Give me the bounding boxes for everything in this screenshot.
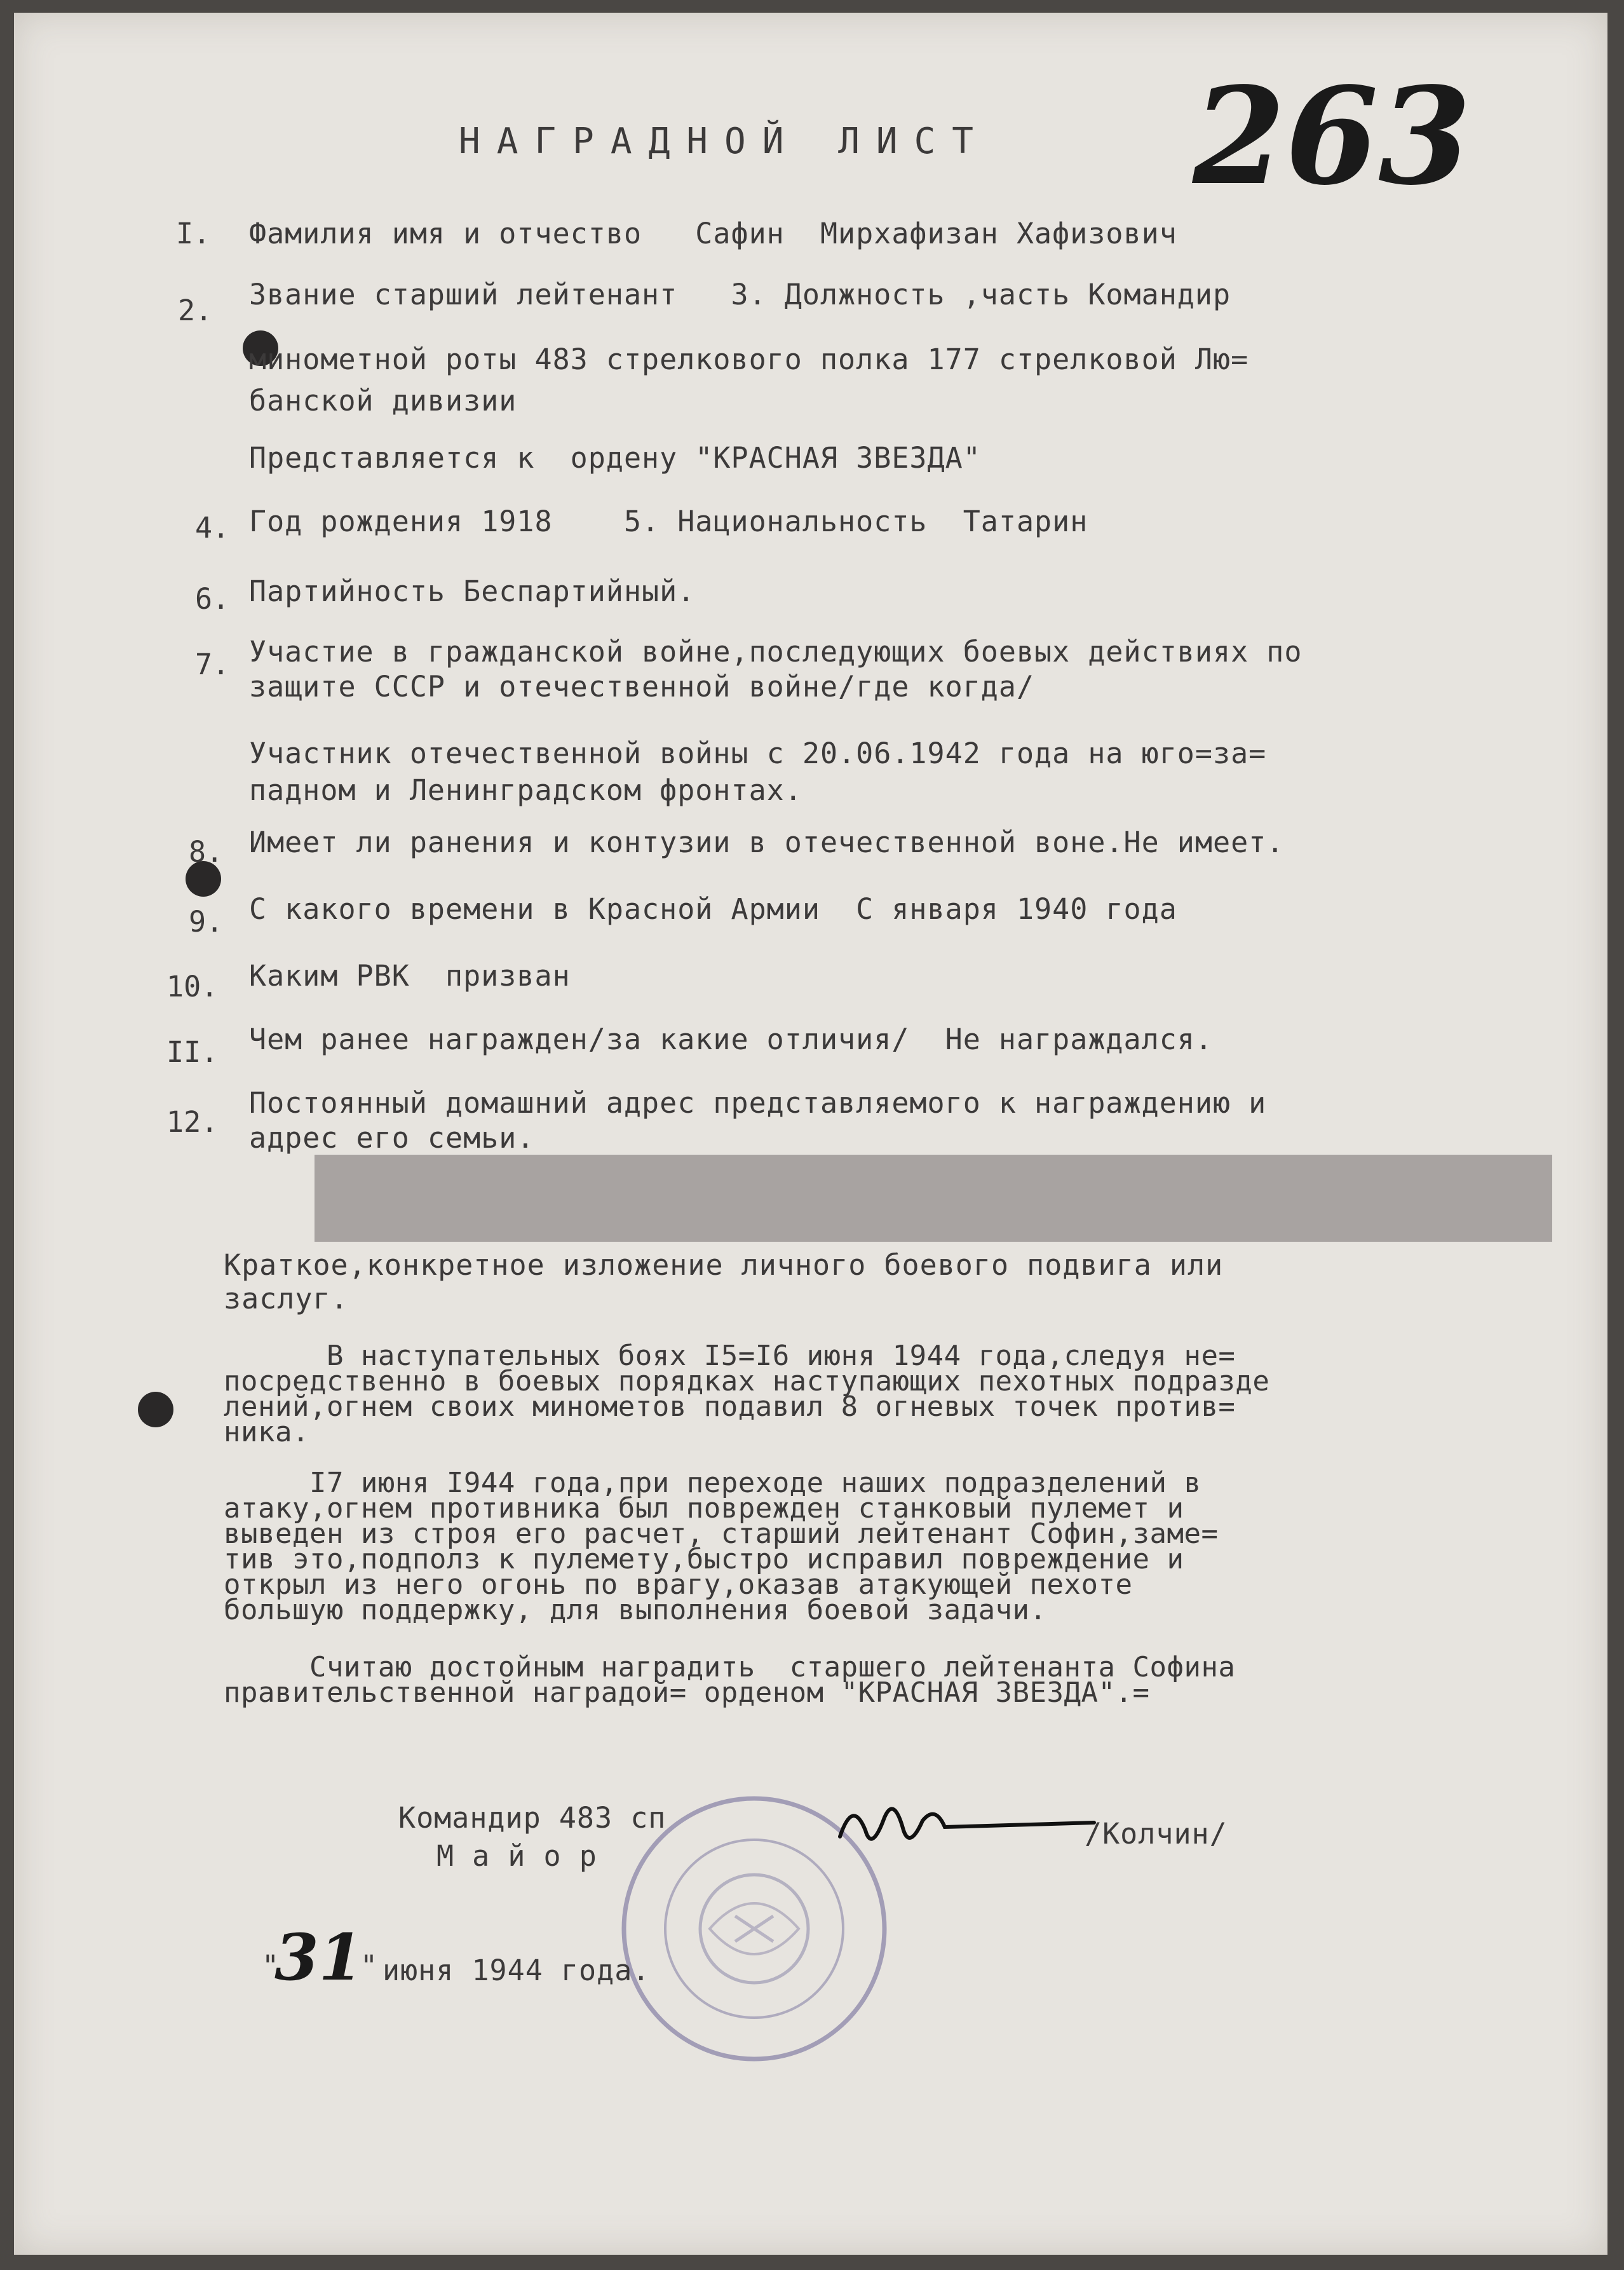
item-text: Представляется к ордену "КРАСНАЯ ЗВЕЗДА" — [249, 441, 981, 475]
item-text: адрес его семьи. — [249, 1121, 535, 1155]
item-text: Звание старший лейтенант 3. Должность ,часть Командир — [249, 278, 1231, 311]
item-number: 8. — [189, 835, 224, 869]
date-day: 31 — [274, 1920, 363, 1995]
body-line: ника. — [224, 1416, 309, 1448]
body-line: Считаю достойным наградить старшего лейтенанта Софина — [224, 1651, 1236, 1683]
item-text: С какого времени в Красной Армии С января 1940 года — [249, 892, 1177, 926]
body-line: В наступательных боях I5=I6 июня 1944 года,следуя не= — [224, 1340, 1236, 1372]
body-line: атаку,огнем противника был поврежден станковый пулемет и — [224, 1492, 1184, 1525]
item-text: Участие в гражданской войне,последующих боевых действиях по — [249, 635, 1303, 669]
summary-heading: Краткое,конкретное изложение личного боевого подвига или — [224, 1248, 1224, 1282]
item-text: Фамилия имя и отчество Сафин Мирхафизан Хафизович — [249, 217, 1177, 250]
item-number: 7. — [195, 648, 230, 681]
item-text: Каким РВК призван — [249, 959, 571, 993]
signature-name: /Колчин/ — [1085, 1817, 1228, 1851]
item-number: II. — [166, 1035, 219, 1069]
body-line: I7 июня I944 года,при переходе наших подразделений в — [224, 1467, 1201, 1499]
body-line: большую поддержку, для выполнения боевой задачи. — [224, 1594, 1047, 1626]
date-quote-close: " — [360, 1949, 379, 1983]
item-text: Чем ранее награжден/за какие отличия/ Не награждался. — [249, 1023, 1213, 1056]
date-text: июня 1944 года. — [382, 1954, 651, 1987]
item-text: Имеет ли ранения и контузии в отечественной воне.Не имеет. — [249, 826, 1285, 859]
summary-heading: заслуг. — [224, 1282, 349, 1315]
body-line: лений,огнем своих минометов подавил 8 огневых точек против= — [224, 1390, 1236, 1423]
item-text: Участник отечественной войны с 20.06.1942 года на юго=за= — [249, 737, 1267, 770]
signature-scribble — [834, 1792, 1100, 1868]
item-text: банской дивизии — [249, 384, 517, 418]
item-text: защите СССР и отечественной войне/где когда/ — [249, 670, 1035, 703]
signature-position: Командир 483 сп — [398, 1801, 667, 1835]
handwritten-number: 263 — [1193, 58, 1472, 215]
award-sheet — [14, 13, 1607, 2255]
item-number: 2. — [178, 294, 213, 327]
item-number: 12. — [166, 1105, 219, 1139]
body-line: тив это,подполз к пулемету,быстро исправил повреждение и — [224, 1543, 1184, 1575]
body-line: открыл из него огонь по врагу,оказав атакующей пехоте — [224, 1568, 1133, 1601]
item-number: I. — [176, 217, 211, 250]
body-line: выведен из строя его расчет, старший лейтенант Софин,заме= — [224, 1518, 1219, 1550]
redacted-address — [315, 1155, 1552, 1242]
signature-rank: М а й о р — [436, 1839, 597, 1873]
date-quote-open: " — [262, 1949, 280, 1983]
item-text: падном и Ленинградском фронтах. — [249, 773, 802, 807]
body-line: правительственной наградой= орденом "КРАСНАЯ ЗВЕЗДА".= — [224, 1676, 1150, 1709]
item-number: 10. — [166, 970, 219, 1003]
item-text: Год рождения 1918 5. Национальность Татарин — [249, 505, 1088, 538]
item-number: 4. — [195, 511, 230, 545]
item-number: 9. — [189, 905, 224, 939]
item-text: минометной роты 483 стрелкового полка 177 стрелковой Лю= — [249, 343, 1249, 376]
item-text: Партийность Беспартийный. — [249, 574, 696, 608]
body-line: посредственно в боевых порядках наступающих пехотных подразде — [224, 1365, 1270, 1397]
item-text: Постоянный домашний адрес представляемого к награждению и — [249, 1086, 1267, 1120]
document-title: НАГРАДНОЙ ЛИСТ — [459, 121, 991, 162]
punch-hole — [138, 1392, 173, 1427]
item-number: 6. — [195, 582, 230, 616]
